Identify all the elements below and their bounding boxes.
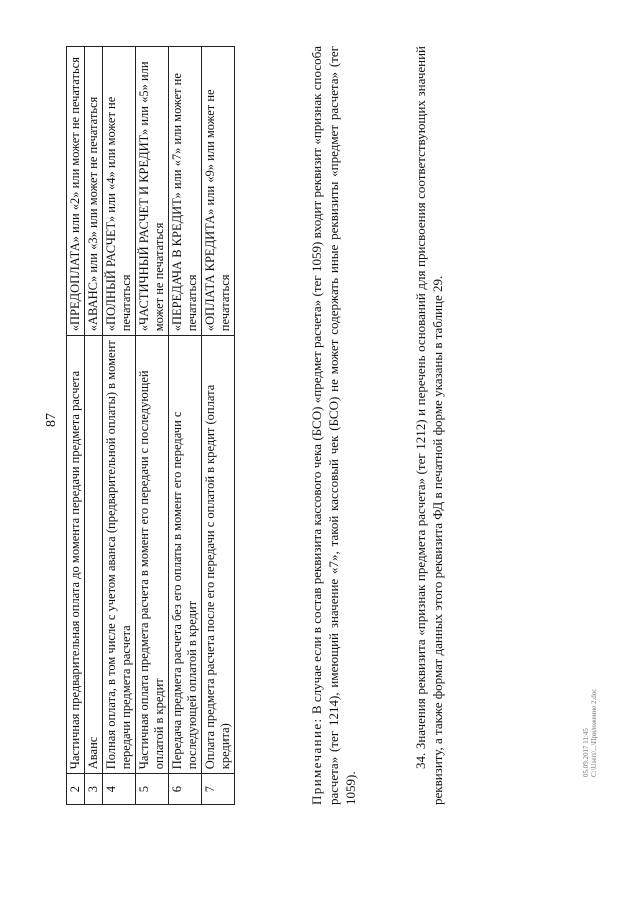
row-number-cell: 2 [67,774,85,805]
note-text: В случае если в состав реквизита кассового чека (БСО) «предмет расчета» (тег 1059) входит реквизит «признак способа расчета» (тег 1214), имеющий значение «7», такой кассовый чек (БСО) не может содержать иные реквизиты «предмет расчета» (тег 1059). [309,46,358,805]
description-cell: Аванс [85,336,103,774]
value-cell: «ОПЛАТА КРЕДИТА» или «9» или может не печататься [202,47,235,336]
page-number: 87 [44,413,59,427]
table-row [103,47,136,805]
description-cell: Оплата предмета расчета после его передачи с оплатой в кредит (оплата кредита) [202,336,235,774]
table-row [67,47,85,805]
row-number-cell: 5 [136,774,169,805]
stamp-line-2: C:\Users\...\Приложение 2.doc [590,688,598,777]
table-row [85,47,103,805]
stamp-line-1: 05.09.2017 11:45 [582,728,590,777]
note-block [308,46,359,805]
description-cell: Полная оплата, в том числе с учетом аванса (предварительной оплаты) в момент передачи предмета расчета [103,336,136,774]
print-stamp [582,689,598,777]
table-row [136,47,169,805]
description-cell: Частичная оплата предмета расчета в момент его передачи с последующей оплатой в кредит [136,336,169,774]
value-cell: «ПРЕДОПЛАТА» или «2» или может не печататься [67,47,85,336]
row-number-cell: 3 [85,774,103,805]
description-cell: Частичная предварительная оплата до момента передачи предмета расчета [67,336,85,774]
payment-method-table [66,46,235,805]
table-row [202,47,235,805]
value-cell: «ПЕРЕДАЧА В КРЕДИТ» или «7» или может не печататься [169,47,202,336]
description-cell: Передача предмета расчета без его оплаты в момент его передачи с последующей оплатой в кредит [169,336,202,774]
row-number-cell: 4 [103,774,136,805]
value-cell: «ПОЛНЫЙ РАСЧЕТ» или «4» или может не печататься [103,47,136,336]
paragraph-34: 34. Значения реквизита «признак предмета расчета» (тег 1212) и перечень оснований для присвоения соответствующих значений реквизиту, а также формат данных этого реквизита ФД в печатной форме указаны в таблице 29. [413,46,445,805]
table-row [169,47,202,805]
row-number-cell: 7 [202,774,235,805]
value-cell: «ЧАСТИЧНЫЙ РАСЧЕТ И КРЕДИТ» или «5» или может не печататься [136,47,169,336]
note-label: Примечание: [309,717,324,805]
value-cell: «АВАНС» или «3» или может не печататься [85,47,103,336]
row-number-cell: 6 [169,774,202,805]
